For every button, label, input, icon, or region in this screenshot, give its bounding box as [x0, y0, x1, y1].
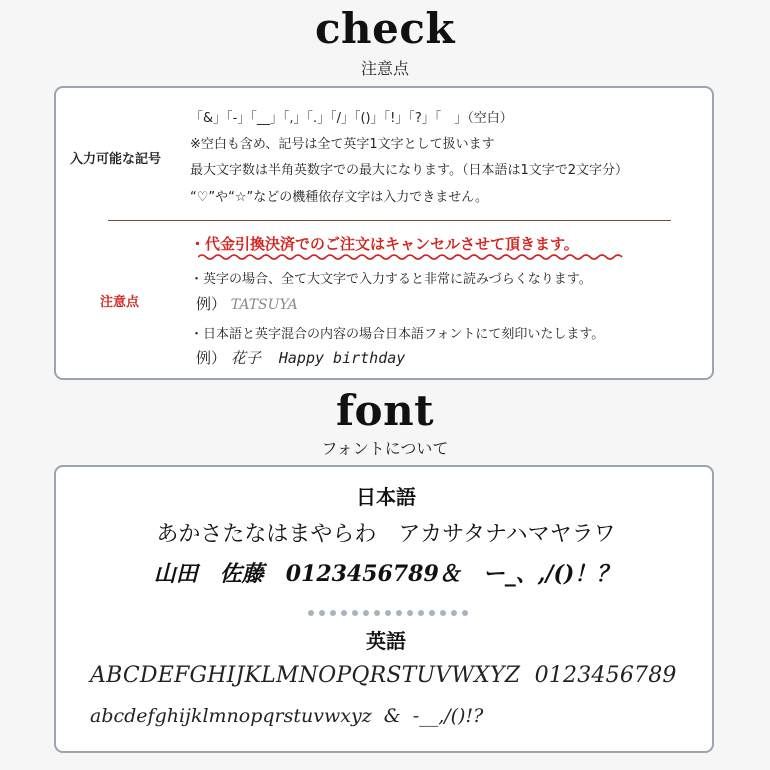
symbols-line-1: 「&」「-」「__」「,」「.」「/」「()」「!」「?」「 」（空白） [190, 111, 513, 126]
english-sample-lowercase: abcdefghijklmnopqrstuvwxyz & -__,/()!? [90, 705, 484, 727]
japanese-label: 日本語 [356, 485, 416, 509]
check-title: check [314, 4, 455, 53]
notes-label: 注意点 [100, 295, 140, 310]
example-1 [196, 293, 298, 314]
english-label: 英語 [366, 629, 406, 653]
symbols-label: 入力可能な記号 [70, 152, 162, 167]
font-card [54, 465, 714, 753]
example-2-sample: 花子 Happy birthday [230, 349, 406, 367]
japanese-sample-kana: あかさたなはまやらわ アカサタナハマヤラワ [156, 522, 616, 547]
note-uppercase: ・英字の場合、全て大文字で入力すると非常に読みづらくなります。 [190, 272, 592, 287]
japanese-sample-names: 山田 佐藤 0123456789＆ ー_、,/()！？ [153, 561, 619, 587]
example-2-prefix: 例） [196, 349, 227, 367]
check-card [54, 86, 714, 380]
section-divider [108, 220, 671, 221]
symbols-line-2: ※空白も含め、記号は全て英字1文字として扱います [190, 137, 495, 152]
font-title: font [335, 386, 435, 435]
dotted-separator [308, 601, 473, 620]
example-1-prefix: 例） [196, 295, 227, 313]
symbols-line-4: “♡”や“☆”などの機種依存文字は入力できません。 [190, 190, 489, 205]
english-sample-uppercase: ABCDEFGHIJKLMNOPQRSTUVWXYZ 0123456789 [90, 663, 677, 688]
example-2 [196, 347, 405, 368]
symbols-line-3: 最大文字数は半角英数字での最大になります。（日本語は1文字で2文字分） [190, 163, 629, 178]
example-1-sample: TATSUYA [230, 297, 298, 313]
note-mixed-language: ・日本語と英字混合の内容の場合日本語フォントにて刻印いたします。 [190, 327, 605, 342]
check-subtitle: 注意点 [360, 59, 409, 78]
cod-warning: ・代金引換決済でのご注文はキャンセルさせて頂きます。 [190, 235, 579, 253]
warning-wavy-underline [198, 253, 628, 261]
font-subtitle: フォントについて [321, 439, 449, 458]
